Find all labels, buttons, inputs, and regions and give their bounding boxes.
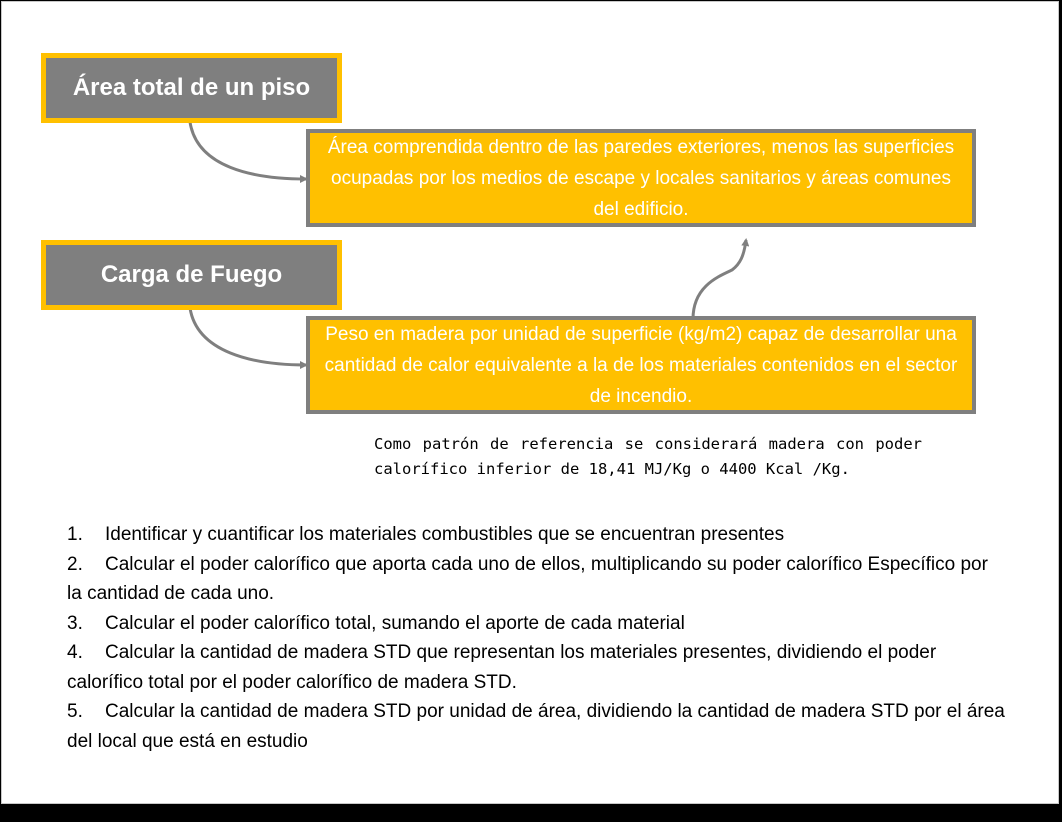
term-definition-area-total xyxy=(306,129,976,227)
term-title-carga-fuego xyxy=(41,240,342,310)
term-definition-carga-fuego-text: Peso en madera por unidad de superficie (kg/m2) capaz de desarrollar una cantidad de calor equivalente a la de los materiales contenidos en el sector de incendio. xyxy=(324,323,958,407)
list-item: 2. Calcular el poder calorífico que aporta cada uno de ellos, multiplicando su poder calorífico Específico por la cantidad de cada uno. xyxy=(67,553,988,604)
arrow-title1-to-def1 xyxy=(190,122,306,179)
term-definition-area-total-text: Área comprendida dentro de las paredes exteriores, menos las superficies ocupadas por los medios de escape y locales sanitarios y áreas comunes del edificio. xyxy=(327,136,955,220)
term-definition-carga-fuego xyxy=(306,316,976,414)
term-title-area-total-label: Área total de un piso xyxy=(72,74,311,101)
arrow-title2-to-def2 xyxy=(190,308,306,365)
term-title-area-total xyxy=(41,53,342,123)
list-item: 1. Identificar y cuantificar los materiales combustibles que se encuentran presentes xyxy=(67,524,785,545)
list-item: 4. Calcular la cantidad de madera STD que representan los materiales presentes, dividiendo el poder calorífico total por el poder calorífico de madera STD. xyxy=(67,642,937,693)
reference-note: Como patrón de referencia se considerará madera con poder calorífico inferior de 18,41 MJ/Kg o 4400 Kcal /Kg. xyxy=(374,435,922,478)
arrow-def2-to-def1 xyxy=(693,240,746,319)
list-item: 3. Calcular el poder calorífico total, sumando el aporte de cada material xyxy=(67,612,685,634)
steps-list xyxy=(67,520,1007,756)
list-item: 5. Calcular la cantidad de madera STD por unidad de área, dividiendo la cantidad de madera STD por el área del local que está en estudio xyxy=(67,701,1005,752)
slide xyxy=(1,1,1059,804)
term-title-carga-fuego-label: Carga de Fuego xyxy=(100,261,283,288)
